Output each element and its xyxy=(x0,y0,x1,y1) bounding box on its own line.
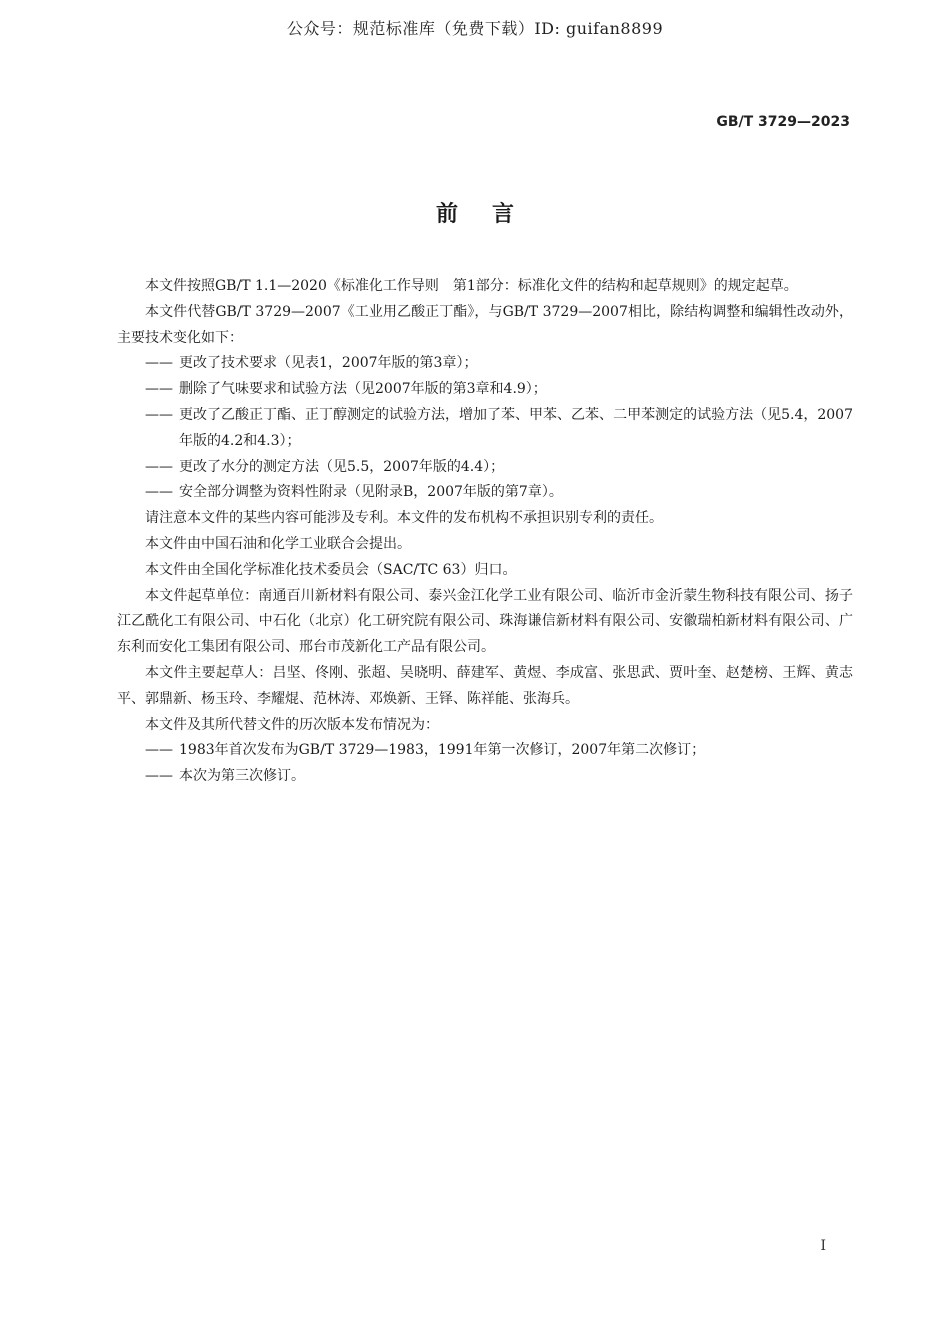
paragraph-proposer: 本文件由中国石油和化学工业联合会提出。 xyxy=(145,535,411,552)
dash-mark: —— xyxy=(145,742,173,759)
header-note: 公众号：规范标准库（免费下载）ID: guifan8899 xyxy=(286,19,664,38)
dash-mark: —— xyxy=(145,406,173,423)
paragraph-drafting-units: 本文件起草单位：南通百川新材料有限公司、泰兴金江化学工业有限公司、临沂市金沂蒙生物科技有限公司、扬子江乙酰化工有限公司、中石化（北京）化工研究院有限公司、珠海谦信新材料有限公司、安徽瑞柏新材料有限公司、广东利而安化工集团有限公司、邢台市茂新化工产品有限公司。 xyxy=(117,587,853,656)
dash-mark: —— xyxy=(145,355,173,372)
paragraph-drafters: 本文件主要起草人：吕坚、佟刚、张超、吴晓明、薛建军、黄煜、李成富、张思武、贾叶奎、赵楚榜、王辉、黄志平、郭鼎新、杨玉玲、李耀焜、范林涛、邓焕新、王铎、陈祥能、张海兵。 xyxy=(117,664,853,707)
history-text: 1983年首次发布为GB/T 3729—1983，1991年第一次修订，2007年第二次修订； xyxy=(179,742,706,759)
change-text: 更改了水分的测定方法（见5.5，2007年版的4.4）； xyxy=(179,458,505,475)
paragraph-history-intro: 本文件及其所代替文件的历次版本发布情况为： xyxy=(145,716,439,733)
change-text: 安全部分调整为资料性附录（见附录B，2007年版的第7章）。 xyxy=(179,484,563,501)
paragraph-committee: 本文件由全国化学标准化技术委员会（SAC/TC 63）归口。 xyxy=(145,561,517,578)
dash-mark: —— xyxy=(145,484,173,501)
change-text: 删除了气味要求和试验方法（见2007年版的第3章和4.9）； xyxy=(179,381,547,398)
history-item xyxy=(117,764,853,790)
standard-code: GB/T 3729—2023 xyxy=(716,114,850,130)
page-number: I xyxy=(820,1238,826,1254)
paragraph-replacement: 本文件代替GB/T 3729—2007《工业用乙酸正丁酯》，与GB/T 3729—2007相比，除结构调整和编辑性改动外，主要技术变化如下： xyxy=(117,303,853,346)
document-body xyxy=(117,274,853,790)
change-item xyxy=(117,351,853,377)
dash-mark: —— xyxy=(145,381,173,398)
dash-mark: —— xyxy=(145,458,173,475)
change-text: 更改了技术要求（见表1，2007年版的第3章）； xyxy=(179,355,478,372)
change-item xyxy=(117,403,853,455)
change-item xyxy=(117,480,853,506)
history-item xyxy=(117,738,853,764)
page-title: 前言 xyxy=(435,202,548,227)
change-item xyxy=(117,377,853,403)
change-item xyxy=(117,455,853,481)
paragraph-drafting-rules: 本文件按照GB/T 1.1—2020《标准化工作导则 第1部分：标准化文件的结构和起草规则》的规定起草。 xyxy=(145,278,798,294)
history-text: 本次为第三次修订。 xyxy=(179,768,305,785)
paragraph-patent: 请注意本文件的某些内容可能涉及专利。本文件的发布机构不承担识别专利的责任。 xyxy=(145,510,663,527)
dash-mark: —— xyxy=(145,768,173,785)
change-text: 更改了乙酸正丁酯、正丁醇测定的试验方法，增加了苯、甲苯、乙苯、二甲苯测定的试验方法（见5.4，2007年版的4.2和4.3）； xyxy=(179,406,853,449)
